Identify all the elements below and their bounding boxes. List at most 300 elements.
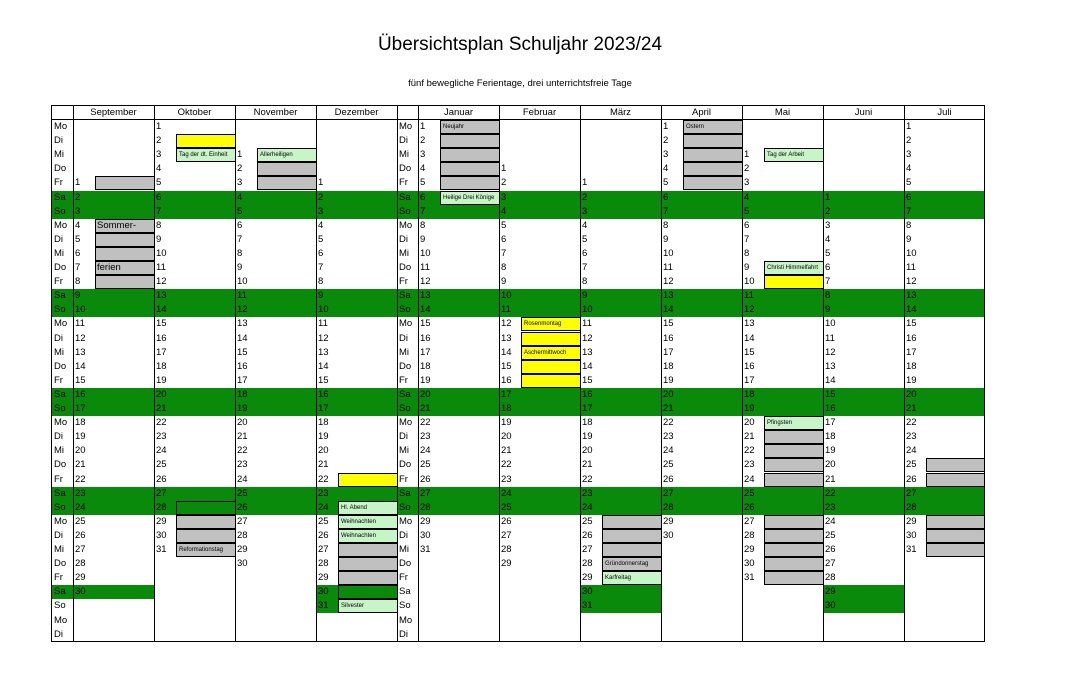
calendar-day: 26 xyxy=(906,473,917,485)
calendar-day: 22 xyxy=(237,445,248,457)
calendar-day: 10 xyxy=(825,318,836,330)
holiday-label: Tag der dt. Einheit xyxy=(176,148,236,162)
calendar-day: 14 xyxy=(661,303,742,317)
calendar-day: 21 xyxy=(237,431,248,443)
calendar-day: 5 xyxy=(501,219,507,231)
calendar-day: 11 xyxy=(235,289,316,303)
calendar-day: 9 xyxy=(156,233,162,245)
holiday-label: Ostern xyxy=(683,120,743,134)
calendar-day: 30 xyxy=(237,558,248,570)
calendar-day: 6 xyxy=(237,219,243,231)
calendar-day: 29 xyxy=(501,558,512,570)
holiday-marker xyxy=(926,543,985,557)
calendar-day: 23 xyxy=(744,459,755,471)
calendar-day: 14 xyxy=(501,346,512,358)
weekday-label: So xyxy=(54,600,66,612)
calendar-day: 11 xyxy=(825,332,835,344)
calendar-day: 14 xyxy=(154,303,235,317)
calendar-day: 13 xyxy=(825,360,836,372)
calendar-day: 24 xyxy=(906,445,917,457)
calendar-day: 7 xyxy=(744,233,750,245)
calendar-day: 31 xyxy=(906,544,917,555)
calendar-day: 25 xyxy=(420,459,431,471)
holiday-marker xyxy=(602,543,662,557)
weekday-label: Mo xyxy=(399,614,413,626)
calendar-day: 12 xyxy=(420,276,431,288)
weekday-label: Sa xyxy=(52,388,73,402)
weekday-label: Mi xyxy=(399,346,410,358)
weekday-label: Fr xyxy=(54,374,63,386)
holiday-marker xyxy=(683,162,743,176)
holiday-marker xyxy=(440,134,500,148)
school-year-calendar xyxy=(51,105,985,642)
calendar-day: 15 xyxy=(906,318,917,330)
calendar-day: 4 xyxy=(582,219,588,231)
calendar-day: 12 xyxy=(582,332,593,344)
calendar-day: 15 xyxy=(582,374,593,386)
calendar-day: 18 xyxy=(663,360,674,372)
calendar-day: 1 xyxy=(582,177,588,189)
calendar-day: 16 xyxy=(316,388,397,402)
weekday-label: Di xyxy=(54,628,63,640)
weekday-label: Mi xyxy=(54,445,65,457)
calendar-day: 12 xyxy=(501,318,512,330)
calendar-day: 7 xyxy=(904,205,985,219)
calendar-day: 6 xyxy=(825,262,831,273)
calendar-day: 5 xyxy=(663,177,669,189)
calendar-day: 26 xyxy=(75,529,86,541)
calendar-day: 11 xyxy=(420,262,430,273)
holiday-marker xyxy=(764,458,824,472)
calendar-day: 7 xyxy=(661,205,742,219)
calendar-day: 10 xyxy=(499,289,580,303)
calendar-day: 27 xyxy=(318,544,329,555)
movable-day-marker xyxy=(176,134,236,148)
calendar-day: 6 xyxy=(318,247,324,259)
calendar-day: 17 xyxy=(744,374,755,386)
calendar-day: 27 xyxy=(418,487,499,501)
month-header: März xyxy=(580,106,661,120)
calendar-day: 18 xyxy=(825,431,836,443)
holiday-label: Reformationstag xyxy=(176,543,236,557)
calendar-day: 3 xyxy=(420,149,426,161)
calendar-day: 17 xyxy=(825,417,836,429)
holiday-marker xyxy=(95,233,155,247)
calendar-day: 26 xyxy=(420,473,431,485)
calendar-day: 13 xyxy=(237,318,248,330)
calendar-day: 2 xyxy=(744,163,750,175)
calendar-day: 12 xyxy=(825,346,836,358)
calendar-day: 21 xyxy=(75,459,86,471)
holiday-marker xyxy=(764,571,824,585)
calendar-day: 14 xyxy=(744,332,755,344)
column-divider xyxy=(397,106,398,642)
calendar-day: 25 xyxy=(906,459,917,471)
calendar-day: 18 xyxy=(318,417,329,429)
weekday-label: Di xyxy=(54,332,63,344)
calendar-day: 27 xyxy=(825,558,836,570)
calendar-day: 25 xyxy=(663,459,674,471)
calendar-day: 11 xyxy=(906,262,916,273)
calendar-day: 29 xyxy=(663,515,674,527)
calendar-day: 13 xyxy=(154,289,235,303)
calendar-day: 6 xyxy=(904,191,985,205)
calendar-day: 28 xyxy=(154,501,235,515)
calendar-day: 9 xyxy=(316,289,397,303)
calendar-day: 30 xyxy=(420,529,431,541)
column-divider xyxy=(661,106,662,642)
calendar-day: 14 xyxy=(825,374,836,386)
calendar-day: 8 xyxy=(318,276,324,288)
calendar-day: 18 xyxy=(742,388,823,402)
holiday-marker xyxy=(926,529,985,543)
calendar-day: 22 xyxy=(582,473,593,485)
calendar-day: 19 xyxy=(663,374,674,386)
calendar-day: 5 xyxy=(156,177,162,189)
month-header: Januar xyxy=(418,106,499,120)
holiday-marker xyxy=(764,444,824,458)
calendar-day: 9 xyxy=(237,262,243,273)
calendar-day: 23 xyxy=(420,431,431,443)
calendar-day: 3 xyxy=(156,149,162,161)
calendar-day: 25 xyxy=(318,515,329,527)
calendar-day: 1 xyxy=(318,177,324,189)
calendar-day: 10 xyxy=(906,247,917,259)
calendar-day: 29 xyxy=(75,572,86,584)
holiday-marker xyxy=(176,529,236,543)
calendar-day: 20 xyxy=(318,445,329,457)
column-divider xyxy=(418,106,419,642)
calendar-day: 9 xyxy=(744,262,750,273)
calendar-day: 25 xyxy=(825,529,836,541)
calendar-day: 25 xyxy=(499,501,580,515)
calendar-day: 19 xyxy=(501,417,512,429)
weekday-label: Do xyxy=(399,558,412,570)
calendar-day: 21 xyxy=(418,402,499,416)
holiday-label: Karfreitag xyxy=(602,571,662,585)
calendar-day: 4 xyxy=(235,191,316,205)
calendar-day: 6 xyxy=(154,191,235,205)
holiday-label: Weihnachten xyxy=(338,529,398,543)
calendar-day: 30 xyxy=(156,529,167,541)
calendar-day: 13 xyxy=(661,289,742,303)
weekday-label: So xyxy=(399,600,411,612)
calendar-day: 6 xyxy=(501,233,507,245)
calendar-day: 3 xyxy=(237,177,243,189)
calendar-day: 20 xyxy=(237,417,248,429)
calendar-day: 2 xyxy=(501,177,507,189)
holiday-label: Neujahr xyxy=(440,120,500,134)
weekday-label: Mi xyxy=(54,346,65,358)
calendar-day: 15 xyxy=(744,346,755,358)
calendar-day: 13 xyxy=(744,318,755,330)
calendar-day: 17 xyxy=(156,346,167,358)
calendar-day: 5 xyxy=(235,205,316,219)
calendar-day: 3 xyxy=(663,149,669,161)
holiday-label: Allerheiligen xyxy=(257,148,317,162)
calendar-day: 29 xyxy=(420,515,431,527)
calendar-day: 4 xyxy=(825,233,831,245)
calendar-day: 8 xyxy=(582,276,588,288)
calendar-day: 20 xyxy=(825,459,836,471)
weekday-label: So xyxy=(52,303,73,317)
column-divider xyxy=(154,106,155,642)
weekday-label: Di xyxy=(54,529,63,541)
calendar-day: 19 xyxy=(906,374,917,386)
calendar-day: 14 xyxy=(75,360,86,372)
calendar-day: 25 xyxy=(156,459,167,471)
calendar-day: 18 xyxy=(156,360,167,372)
calendar-day: 18 xyxy=(906,360,917,372)
holiday-marker xyxy=(683,176,743,190)
calendar-day: 28 xyxy=(825,572,836,584)
calendar-day: 31 xyxy=(420,544,431,555)
calendar-day: 9 xyxy=(420,233,426,245)
calendar-day: 10 xyxy=(316,303,397,317)
holiday-marker xyxy=(926,473,985,487)
calendar-day: 1 xyxy=(501,163,507,175)
calendar-day: 22 xyxy=(75,473,86,485)
calendar-day: 29 xyxy=(823,585,904,599)
calendar-day: 31 xyxy=(156,544,167,555)
calendar-day: 17 xyxy=(316,402,397,416)
calendar-day: 26 xyxy=(501,515,512,527)
calendar-day: 21 xyxy=(318,459,329,471)
weekday-label: Di xyxy=(399,628,408,640)
weekday-label: Di xyxy=(54,233,63,245)
calendar-day: 3 xyxy=(906,149,912,161)
calendar-day: 20 xyxy=(418,388,499,402)
calendar-day: 2 xyxy=(73,191,154,205)
calendar-day: 15 xyxy=(420,318,431,330)
calendar-day: 15 xyxy=(75,374,86,386)
month-header: September xyxy=(73,106,154,120)
calendar-day: 14 xyxy=(582,360,593,372)
calendar-day: 28 xyxy=(744,529,755,541)
month-header: Februar xyxy=(499,106,580,120)
calendar-day: 28 xyxy=(904,501,985,515)
calendar-day: 15 xyxy=(501,360,512,372)
calendar-day: 26 xyxy=(156,473,167,485)
holiday-marker xyxy=(602,515,662,529)
weekday-label: Di xyxy=(399,529,408,541)
holiday-marker xyxy=(440,176,500,190)
page-subtitle: fünf bewegliche Ferientage, drei unterrichtsfreie Tage xyxy=(408,78,632,89)
calendar-day: 20 xyxy=(501,431,512,443)
holiday-marker xyxy=(683,148,743,162)
weekday-label: Fr xyxy=(399,374,408,386)
calendar-day: 23 xyxy=(237,459,248,471)
calendar-day: 7 xyxy=(418,205,499,219)
calendar-day: 28 xyxy=(75,558,86,570)
month-header: November xyxy=(235,106,316,120)
calendar-day: 28 xyxy=(582,558,593,570)
weekday-header xyxy=(52,106,73,120)
calendar-day: 24 xyxy=(316,501,397,515)
calendar-day: 23 xyxy=(823,501,904,515)
weekday-label: Mi xyxy=(54,149,65,161)
calendar-day: 25 xyxy=(235,487,316,501)
calendar-day: 29 xyxy=(744,544,755,555)
weekday-label: Mo xyxy=(54,121,68,132)
calendar-day: 21 xyxy=(582,459,593,471)
calendar-day: 10 xyxy=(156,247,167,259)
calendar-day: 18 xyxy=(499,402,580,416)
calendar-day: 21 xyxy=(501,445,512,457)
weekday-label: So xyxy=(397,205,418,219)
calendar-day: 19 xyxy=(235,402,316,416)
calendar-day: 15 xyxy=(663,318,674,330)
calendar-day: 12 xyxy=(318,332,329,344)
calendar-day: 19 xyxy=(742,402,823,416)
calendar-day: 2 xyxy=(663,135,669,147)
calendar-day: 20 xyxy=(904,388,985,402)
calendar-day: 31 xyxy=(744,572,755,584)
weekday-label: Do xyxy=(399,262,412,273)
calendar-day: 27 xyxy=(744,515,755,527)
calendar-day: 16 xyxy=(580,388,661,402)
calendar-day: 5 xyxy=(318,233,324,245)
holiday-label: Gründonnerstag xyxy=(602,557,662,571)
calendar-day: 1 xyxy=(156,121,162,132)
calendar-day: 27 xyxy=(904,487,985,501)
calendar-day: 17 xyxy=(663,346,674,358)
calendar-day: 4 xyxy=(742,191,823,205)
calendar-day: 29 xyxy=(237,544,248,555)
holiday-marker xyxy=(440,162,500,176)
calendar-day: 19 xyxy=(156,374,167,386)
calendar-day: 20 xyxy=(661,388,742,402)
month-header: Juni xyxy=(823,106,904,120)
calendar-day: 20 xyxy=(154,388,235,402)
calendar-day: 6 xyxy=(75,247,81,259)
calendar-day: 13 xyxy=(904,289,985,303)
calendar-day: 16 xyxy=(663,332,674,344)
movable-day-marker xyxy=(764,275,824,289)
calendar-day: 24 xyxy=(73,501,154,515)
calendar-day: 9 xyxy=(73,289,154,303)
weekday-label: Do xyxy=(54,163,67,175)
calendar-day: 14 xyxy=(237,332,248,344)
calendar-day: 22 xyxy=(906,417,917,429)
calendar-day: 8 xyxy=(156,219,162,231)
holiday-marker xyxy=(95,247,155,261)
calendar-day: 16 xyxy=(73,388,154,402)
calendar-day: 8 xyxy=(237,247,243,259)
calendar-day: 5 xyxy=(582,233,588,245)
calendar-day: 5 xyxy=(906,177,912,189)
calendar-day: 26 xyxy=(742,501,823,515)
calendar-day: 8 xyxy=(501,262,507,273)
weekday-label: Sa xyxy=(397,289,418,303)
weekday-label: Do xyxy=(399,360,412,372)
calendar-day: 2 xyxy=(580,191,661,205)
calendar-day: 26 xyxy=(663,473,674,485)
holiday-label: Heilige Drei Könige xyxy=(440,191,500,205)
calendar-day: 22 xyxy=(420,417,431,429)
calendar-day: 8 xyxy=(75,276,81,288)
calendar-day: 8 xyxy=(420,219,426,231)
calendar-day: 8 xyxy=(823,289,904,303)
calendar-day: 2 xyxy=(906,135,912,147)
holiday-label: Rosenmontag xyxy=(521,317,581,331)
calendar-day: 23 xyxy=(316,487,397,501)
calendar-day: 17 xyxy=(499,388,580,402)
calendar-day: 7 xyxy=(75,262,81,273)
calendar-day: 11 xyxy=(318,318,328,330)
calendar-day: 22 xyxy=(501,459,512,471)
calendar-day: 2 xyxy=(156,135,162,147)
holiday-marker xyxy=(176,501,236,515)
weekday-label: So xyxy=(52,402,73,416)
holiday-label: Pfingsten xyxy=(764,416,824,430)
calendar-day: 20 xyxy=(744,417,755,429)
calendar-day: 15 xyxy=(237,346,248,358)
calendar-day: 10 xyxy=(420,247,431,259)
holiday-marker xyxy=(338,585,398,599)
weekday-label: Fr xyxy=(399,276,408,288)
holiday-label: Silvester xyxy=(338,599,398,613)
calendar-day: 5 xyxy=(742,205,823,219)
calendar-day: 22 xyxy=(318,473,329,485)
calendar-day: 7 xyxy=(237,233,243,245)
calendar-day: 21 xyxy=(904,402,985,416)
holiday-marker xyxy=(602,529,662,543)
movable-day-marker xyxy=(521,374,581,388)
holiday-label: Aschermittwoch xyxy=(521,346,581,360)
calendar-day: 16 xyxy=(501,374,512,386)
calendar-day: 23 xyxy=(156,431,167,443)
calendar-day: 24 xyxy=(580,501,661,515)
calendar-day: 18 xyxy=(75,417,86,429)
calendar-day: 25 xyxy=(742,487,823,501)
calendar-day: 4 xyxy=(420,163,426,175)
weekday-label: Mo xyxy=(54,614,68,626)
weekday-label: Di xyxy=(399,135,408,147)
weekday-label: Sa xyxy=(52,191,73,205)
holiday-marker xyxy=(338,543,398,557)
calendar-day: 7 xyxy=(501,247,507,259)
calendar-day: 6 xyxy=(582,247,588,259)
calendar-day: 8 xyxy=(663,219,669,231)
calendar-day: 4 xyxy=(75,219,81,231)
weekday-label: Sa xyxy=(397,388,418,402)
movable-day-marker xyxy=(521,360,581,374)
calendar-day: 17 xyxy=(580,402,661,416)
calendar-day: 27 xyxy=(75,544,86,555)
holiday-marker xyxy=(95,275,155,289)
calendar-day: 7 xyxy=(582,262,588,273)
month-header: Juli xyxy=(904,106,985,120)
calendar-day: 24 xyxy=(825,515,836,527)
weekday-label: Fr xyxy=(399,572,408,584)
weekday-label: Sa xyxy=(52,585,73,599)
calendar-day: 24 xyxy=(663,445,674,457)
holiday-marker xyxy=(338,557,398,571)
calendar-day: 2 xyxy=(316,191,397,205)
calendar-day: 30 xyxy=(906,529,917,541)
weekday-label: Sa xyxy=(399,586,411,598)
calendar-day: 19 xyxy=(420,374,431,386)
calendar-day: 18 xyxy=(582,417,593,429)
calendar-day: 21 xyxy=(154,402,235,416)
calendar-day: 13 xyxy=(501,332,512,344)
weekday-label: Di xyxy=(399,233,408,245)
calendar-day: 31 xyxy=(580,599,661,613)
calendar-day: 21 xyxy=(744,431,755,443)
weekday-label: Fr xyxy=(54,572,63,584)
holiday-marker xyxy=(764,473,824,487)
